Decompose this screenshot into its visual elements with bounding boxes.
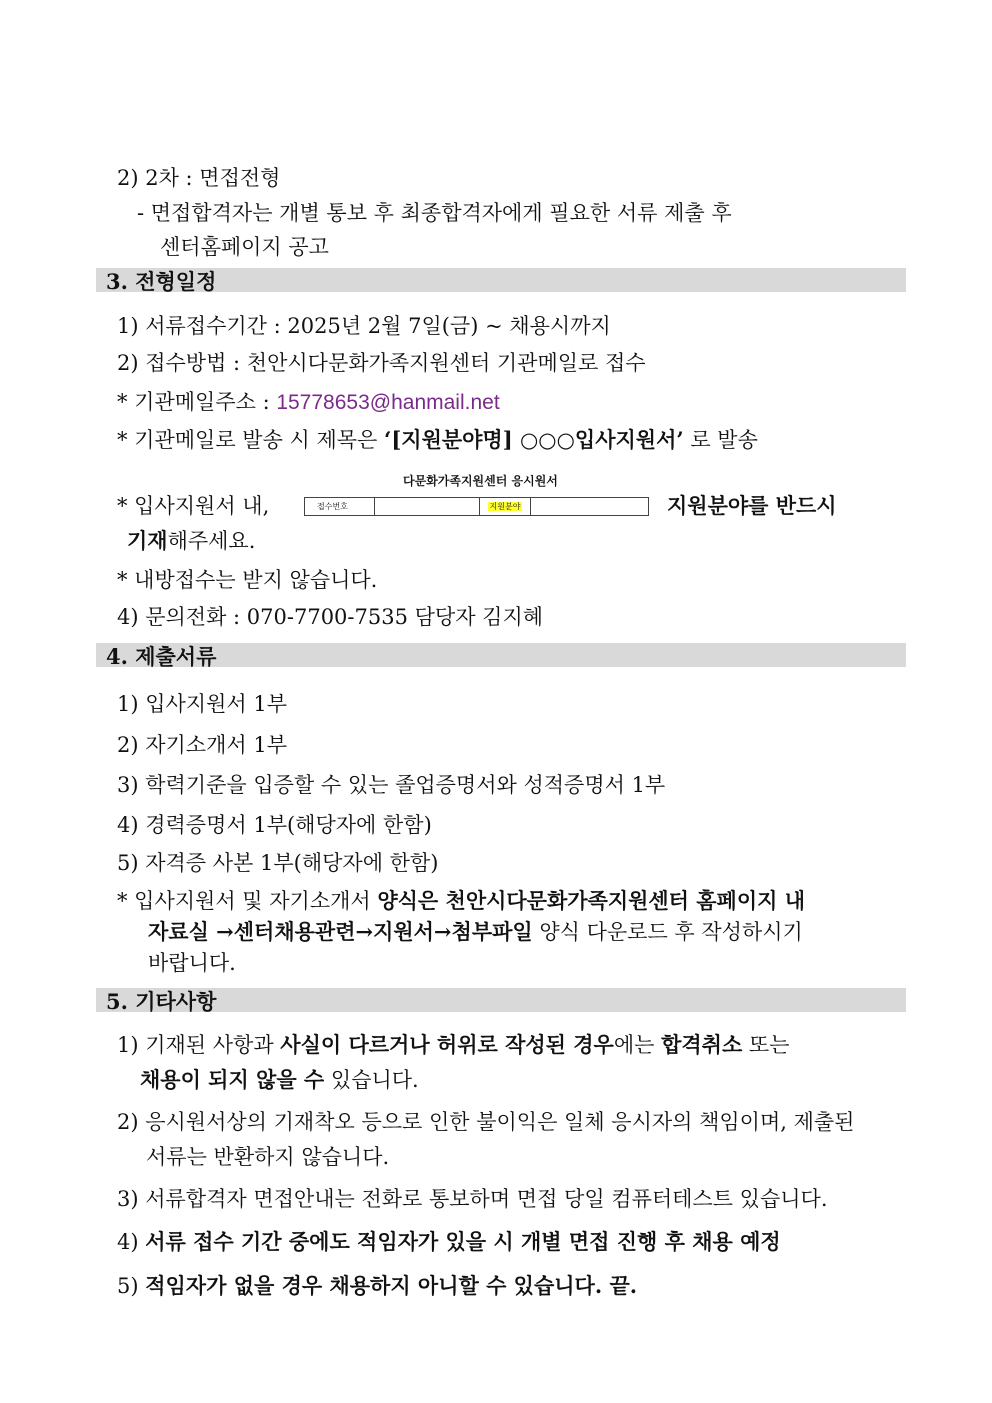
section-header-5 bbox=[96, 988, 906, 1012]
sec2-item2-sub1: - 면접합격자는 개별 통보 후 최종합격자에게 필요한 서류 제출 후 bbox=[137, 201, 732, 225]
sec4-note-line2 bbox=[148, 916, 803, 946]
sec4-note-line1 bbox=[117, 885, 805, 915]
sec5-item5 bbox=[117, 1270, 637, 1300]
subject-bold: ‘[지원분야명] ○○○입사지원서’ bbox=[384, 427, 684, 452]
form-sample-image bbox=[304, 497, 649, 516]
sec3-item2: 2) 접수방법 : 천안시다문화가족지원센터 기관메일로 접수 bbox=[117, 351, 646, 375]
sec3-visit: * 내방접수는 받지 않습니다. bbox=[117, 568, 378, 592]
sec3-item1: 1) 서류접수기간 : 2025년 2월 7일(금) ~ 채용시까지 bbox=[117, 314, 611, 338]
i1-d: 합격취소 bbox=[661, 1032, 743, 1057]
sec3-item4: 4) 문의전화 : 070-7700-7535 담당자 김지혜 bbox=[117, 605, 544, 629]
i1-b: 사실이 다르거나 허위로 작성된 경우 bbox=[280, 1032, 614, 1057]
sec4-item2: 2) 자기소개서 1부 bbox=[117, 733, 287, 757]
subject-suffix: 로 발송 bbox=[683, 428, 758, 452]
sec4-note-line3: 바랍니다. bbox=[148, 951, 236, 975]
sec5-item2-line2: 서류는 반환하지 않습니다. bbox=[146, 1145, 390, 1169]
section-title: 5. 기타사항 bbox=[106, 989, 217, 1014]
i4-num: 4) bbox=[117, 1230, 146, 1254]
section-header-4 bbox=[96, 643, 906, 667]
section-header-3 bbox=[96, 268, 906, 292]
sec3-mail-line bbox=[117, 386, 500, 416]
sec3-subject-line bbox=[117, 424, 758, 454]
form-cell-blank-2 bbox=[531, 498, 648, 515]
form-cell-field bbox=[480, 498, 531, 515]
sec4-item4: 4) 경력증명서 1부(해당자에 한함) bbox=[117, 813, 432, 837]
i1-g: 있습니다. bbox=[324, 1068, 419, 1092]
form-cell-blank bbox=[375, 498, 480, 515]
note-bold2: 자료실 →센터채용관련→지원서→첨부파일 bbox=[148, 919, 533, 944]
mail-address: 15778653@hanmail.net bbox=[276, 391, 500, 414]
sec5-item3: 3) 서류합격자 면접안내는 전화로 통보하며 면접 당일 컴퓨터테스트 있습니다. bbox=[117, 1187, 828, 1211]
mail-label: * 기관메일주소 : bbox=[117, 390, 277, 414]
subject-prefix: * 기관메일로 발송 시 제목은 bbox=[117, 428, 385, 452]
i1-a: 1) 기재된 사항과 bbox=[117, 1033, 281, 1057]
sec5-item1-line2 bbox=[140, 1064, 419, 1094]
sec4-item1: 1) 입사지원서 1부 bbox=[117, 692, 287, 716]
section-title: 3. 전형일정 bbox=[106, 269, 217, 294]
form-cell-number: 접수번호 bbox=[305, 498, 375, 515]
sec4-item5: 5) 자격증 사본 1부(해당자에 한함) bbox=[117, 851, 439, 875]
i4-bold: 서류 접수 기간 중에도 적임자가 있을 시 개별 면접 진행 후 채용 예정 bbox=[145, 1229, 781, 1254]
form-bold2: 기재 bbox=[127, 528, 168, 553]
form-field-highlight: 지원분야 bbox=[489, 502, 521, 511]
i5-num: 5) bbox=[117, 1274, 146, 1298]
i1-f: 채용이 되지 않을 수 bbox=[140, 1067, 325, 1092]
i5-bold: 적임자가 없을 경우 채용하지 아니할 수 있습니다. 끝. bbox=[145, 1273, 638, 1298]
i1-e: 또는 bbox=[742, 1033, 790, 1057]
note-suffix: 양식 다운로드 후 작성하시기 bbox=[532, 920, 803, 944]
sec5-item2-line1: 2) 응시원서상의 기재착오 등으로 인한 불이익은 일체 응시자의 책임이며, 제출된 bbox=[117, 1110, 855, 1134]
sec2-item2: 2) 2차 : 면접전형 bbox=[117, 166, 281, 190]
sec5-item4 bbox=[117, 1226, 781, 1256]
sec3-form-prefix: * 입사지원서 내, bbox=[117, 494, 270, 518]
section-title: 4. 제출서류 bbox=[106, 644, 217, 669]
sec2-item2-sub2: 센터홈페이지 공고 bbox=[160, 235, 329, 259]
form-suffix: 해주세요. bbox=[167, 529, 256, 553]
sec4-item3: 3) 학력기준을 입증할 수 있는 졸업증명서와 성적증명서 1부 bbox=[117, 773, 666, 797]
note-prefix: * 입사지원서 및 자기소개서 bbox=[117, 889, 378, 913]
sec3-form-line2 bbox=[127, 525, 255, 555]
i1-c: 에는 bbox=[613, 1033, 662, 1057]
sec3-form-bold1: 지원분야를 반드시 bbox=[667, 493, 837, 518]
sec5-item1-line1 bbox=[117, 1029, 790, 1059]
note-bold1: 양식은 천안시다문화가족지원센터 홈페이지 내 bbox=[377, 888, 806, 913]
form-sample-title: 다문화가족지원센터 응시원서 bbox=[403, 474, 558, 488]
